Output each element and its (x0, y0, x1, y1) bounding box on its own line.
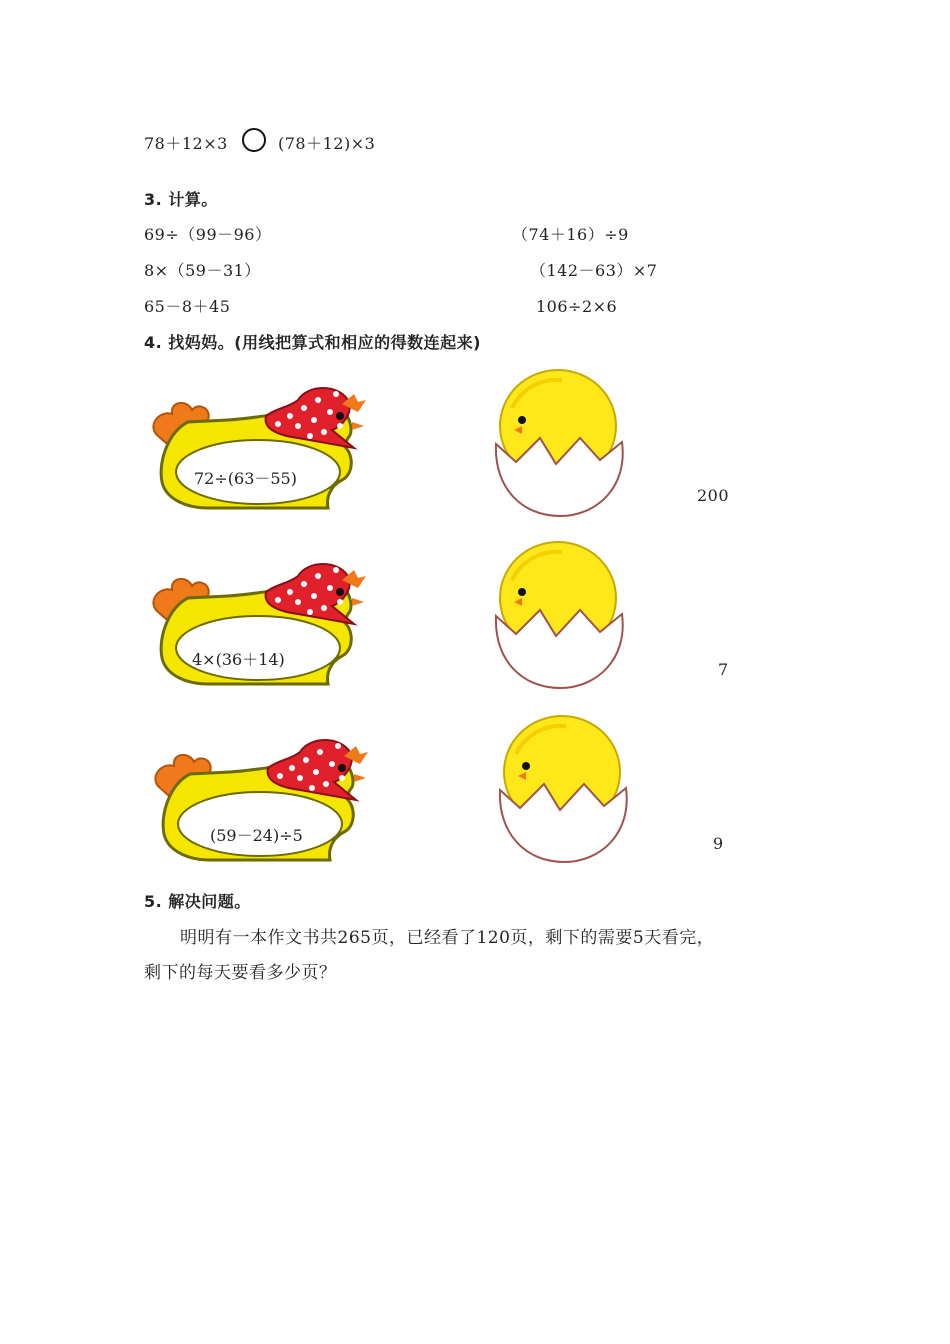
hen-illustration[interactable] (148, 558, 368, 698)
calc-item-1: 69÷（99－96） (144, 225, 272, 244)
hen-3-expression: (59－24)÷5 (210, 826, 303, 845)
compare-answer-circle[interactable] (242, 128, 266, 152)
answer-2[interactable]: 7 (718, 660, 729, 679)
answer-1[interactable]: 200 (697, 486, 730, 505)
hen-illustration[interactable] (148, 382, 368, 522)
hen-2-expression: 4×(36＋14) (192, 650, 285, 669)
chick-illustration[interactable] (492, 540, 632, 690)
hen-1-expression: 72÷(63－55) (194, 469, 297, 488)
calc-item-6: 106÷2×6 (536, 297, 618, 316)
section-5-title: 5. 解决问题。 (144, 892, 251, 911)
word-problem-line-2: 剩下的每天要看多少页？ (144, 963, 337, 983)
calc-item-4: （142－63）×7 (530, 261, 658, 280)
calc-item-5: 65－8＋45 (144, 297, 231, 316)
chick-illustration[interactable] (492, 368, 632, 518)
compare-right: (78＋12)×3 (278, 134, 376, 153)
answer-3[interactable]: 9 (713, 834, 724, 853)
calc-item-2: （74＋16）÷9 (512, 225, 629, 244)
calc-item-3: 8×（59－31） (144, 261, 261, 280)
compare-left: 78＋12×3 (144, 134, 228, 153)
hen-illustration[interactable] (150, 734, 370, 874)
word-problem-line-1: 明明有一本作文书共265页，已经看了120页，剩下的需要5天看完， (180, 928, 715, 948)
section-3-title: 3. 计算。 (144, 190, 218, 209)
chick-illustration[interactable] (496, 714, 636, 864)
section-4-title: 4. 找妈妈。(用线把算式和相应的得数连起来) (144, 333, 481, 352)
